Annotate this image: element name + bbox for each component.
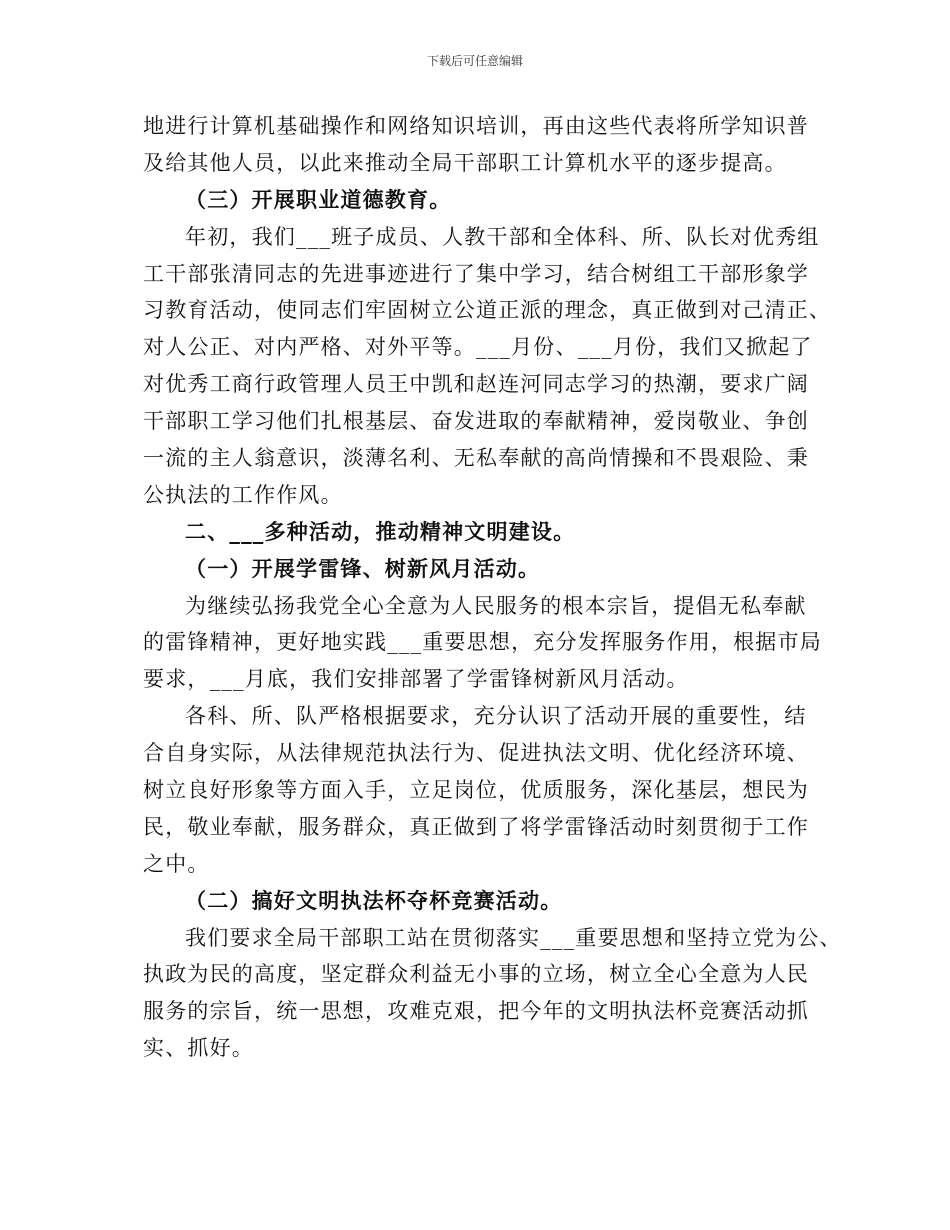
- paragraph-line: 工干部张清同志的先进事迹进行了集中学习，结合树组工干部形象学: [143, 261, 809, 286]
- paragraph-line: 要求，___月底，我们安排部署了学雷锋树新风月活动。: [143, 667, 689, 692]
- paragraph-line: 及给其他人员，以此来推动全局干部职工计算机水平的逐步提高。: [143, 150, 787, 175]
- paragraph-line: 的雷锋精神，更好地实践___重要思想，充分发挥服务作用，根据市局: [143, 630, 822, 655]
- section-heading: （三）开展职业道德教育。: [185, 186, 452, 212]
- paragraph-line: 之中。: [143, 851, 210, 876]
- document-body: [143, 108, 842, 1067]
- paragraph-line: 对优秀工商行政管理人员王中凯和赵连河同志学习的热潮，要求广阔: [143, 372, 809, 397]
- paragraph-line: 为继续弘扬我党全心全意为人民服务的根本宗旨，提倡无私奉献: [185, 593, 807, 618]
- section-heading: 二、___多种活动，推动精神文明建设。: [185, 518, 576, 544]
- section-heading: （一）开展学雷锋、树新风月活动。: [185, 555, 541, 581]
- paragraph-line: 地进行计算机基础操作和网络知识培训，再由这些代表将所学知识普: [143, 114, 809, 138]
- paragraph-line: 习教育活动，使同志们牢固树立公道正派的理念，真正做到对己清正、: [143, 298, 832, 323]
- section-heading: （二）搞好文明执法杯夺杯竞赛活动。: [185, 887, 563, 913]
- paragraph-line: 年初，我们___班子成员、人教干部和全体科、所、队长对优秀组: [185, 224, 820, 249]
- paragraph-line: 我们要求全局干部职工站在贯彻落实___重要思想和坚持立党为公、: [185, 925, 842, 950]
- paragraph-line: 树立良好形象等方面入手，立足岗位，优质服务，深化基层，想民为: [143, 778, 809, 803]
- paragraph-line: 公执法的工作作风。: [143, 482, 343, 507]
- paragraph-line: 各科、所、队严格根据要求，充分认识了活动开展的重要性，结: [185, 704, 807, 729]
- paragraph-line: 实、抓好。: [143, 1036, 254, 1061]
- paragraph-line: 执政为民的高度，坚定群众利益无小事的立场，树立全心全意为人民: [143, 962, 809, 987]
- paragraph-line: 对人公正、对内严格、对外平等。___月份、___月份，我们又掀起了: [143, 335, 813, 360]
- paragraph-line: 合自身实际，从法律规范执法行为、促进执法文明、优化经济环境、: [143, 741, 809, 766]
- paragraph-line: 民，敬业奉献，服务群众，真正做到了将学雷锋活动时刻贯彻于工作: [143, 814, 809, 839]
- paragraph-line: 服务的宗旨，统一思想，攻难克艰，把今年的文明执法杯竞赛活动抓: [143, 999, 809, 1024]
- page-header-note: 下载后可任意编辑: [426, 54, 523, 68]
- paragraph-line: 一流的主人翁意识，淡薄名利、无私奉献的高尚情操和不畏艰险、秉: [143, 446, 809, 471]
- paragraph-line: 干部职工学习他们扎根基层、奋发进取的奉献精神，爱岗敬业、争创: [143, 409, 809, 434]
